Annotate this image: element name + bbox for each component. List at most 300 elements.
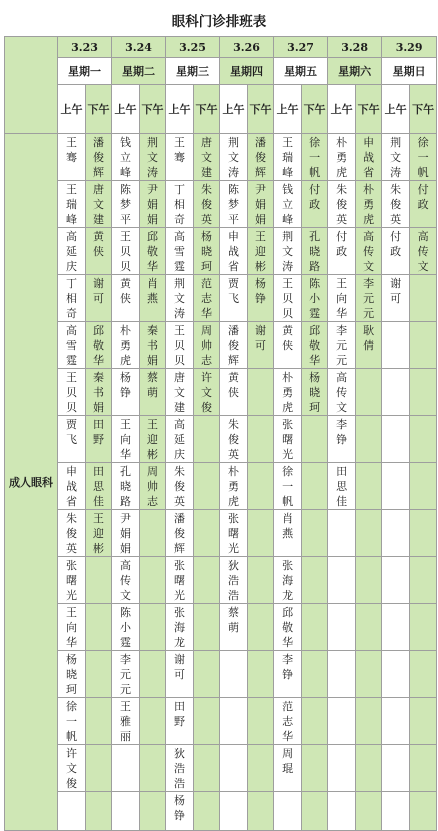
doctor-cell bbox=[86, 275, 112, 322]
doctor-cell bbox=[302, 557, 328, 604]
schedule-row bbox=[5, 651, 437, 698]
doctor-cell bbox=[112, 698, 140, 745]
doctor-cell bbox=[410, 181, 437, 228]
doctor-cell bbox=[248, 275, 274, 322]
doctor-name: 张海龙 bbox=[174, 606, 186, 649]
doctor-name: 王贝贝 bbox=[282, 277, 294, 320]
doctor-cell bbox=[194, 181, 220, 228]
doctor-name: 肖燕 bbox=[282, 512, 294, 540]
doctor-cell bbox=[166, 369, 194, 416]
doctor-cell bbox=[328, 510, 356, 557]
doctor-cell bbox=[112, 275, 140, 322]
doctor-name: 陈梦平 bbox=[228, 183, 240, 226]
doctor-cell bbox=[58, 463, 86, 510]
morning-header: 上午 bbox=[382, 85, 410, 134]
doctor-cell bbox=[112, 792, 140, 831]
doctor-name: 许文俊 bbox=[66, 747, 77, 790]
doctor-cell bbox=[302, 228, 328, 275]
doctor-cell bbox=[58, 369, 86, 416]
doctor-cell bbox=[112, 557, 140, 604]
afternoon-header: 下午 bbox=[194, 85, 220, 134]
doctor-cell bbox=[86, 745, 112, 792]
doctor-name: 潘俊辉 bbox=[93, 136, 104, 179]
schedule-title: 眼科门诊排班表 bbox=[171, 14, 267, 30]
doctor-name: 王骞 bbox=[174, 136, 186, 164]
doctor-name: 丁相奇 bbox=[174, 183, 186, 226]
doctor-cell bbox=[166, 228, 194, 275]
doctor-cell bbox=[410, 228, 437, 275]
doctor-cell bbox=[382, 228, 410, 275]
doctor-name: 贾飞 bbox=[228, 277, 240, 305]
doctor-cell bbox=[112, 416, 140, 463]
doctor-name: 高雪霆 bbox=[174, 230, 186, 273]
doctor-cell bbox=[166, 181, 194, 228]
doctor-name: 王迎彬 bbox=[93, 512, 104, 555]
doctor-cell bbox=[86, 416, 112, 463]
doctor-cell bbox=[112, 134, 140, 181]
doctor-name: 黄侠 bbox=[228, 371, 240, 399]
doctor-name: 张曙光 bbox=[66, 559, 77, 602]
doctor-cell bbox=[194, 228, 220, 275]
doctor-cell bbox=[410, 369, 437, 416]
doctor-name: 王骞 bbox=[66, 136, 77, 164]
doctor-name: 朱俊英 bbox=[390, 183, 402, 226]
doctor-cell bbox=[58, 557, 86, 604]
morning-header: 上午 bbox=[166, 85, 194, 134]
doctor-cell bbox=[302, 510, 328, 557]
doctor-name: 张曙光 bbox=[174, 559, 186, 602]
weekday-cell: 星期三 bbox=[166, 58, 220, 85]
doctor-cell bbox=[220, 228, 248, 275]
doctor-cell bbox=[58, 698, 86, 745]
doctor-name: 田野 bbox=[93, 418, 104, 446]
schedule-row bbox=[5, 275, 437, 322]
doctor-name: 荆文涛 bbox=[174, 277, 186, 320]
doctor-cell bbox=[410, 651, 437, 698]
doctor-cell bbox=[166, 604, 194, 651]
date-cell: 3.27 bbox=[274, 37, 328, 58]
doctor-cell bbox=[112, 181, 140, 228]
doctor-name: 徐一帆 bbox=[282, 465, 294, 508]
doctor-cell bbox=[382, 416, 410, 463]
afternoon-header: 下午 bbox=[86, 85, 112, 134]
doctor-name: 范志华 bbox=[282, 700, 294, 743]
doctor-name: 付政 bbox=[309, 183, 321, 211]
weekday-cell: 星期四 bbox=[220, 58, 274, 85]
doctor-cell bbox=[328, 698, 356, 745]
doctor-cell bbox=[356, 181, 382, 228]
doctor-cell bbox=[356, 463, 382, 510]
doctor-name: 申战省 bbox=[228, 230, 240, 273]
doctor-cell bbox=[328, 792, 356, 831]
doctor-cell bbox=[248, 369, 274, 416]
doctor-cell bbox=[356, 322, 382, 369]
half-day-row bbox=[5, 85, 437, 134]
doctor-cell bbox=[302, 698, 328, 745]
doctor-cell bbox=[302, 416, 328, 463]
morning-header: 上午 bbox=[328, 85, 356, 134]
doctor-name: 杨铮 bbox=[255, 277, 267, 305]
department-label: 成人眼科 bbox=[5, 134, 58, 831]
doctor-cell bbox=[356, 416, 382, 463]
doctor-cell bbox=[328, 651, 356, 698]
doctor-name: 邱敬华 bbox=[93, 324, 104, 367]
doctor-cell bbox=[328, 181, 356, 228]
doctor-cell bbox=[194, 369, 220, 416]
doctor-cell bbox=[248, 134, 274, 181]
doctor-cell bbox=[166, 510, 194, 557]
doctor-name: 黄侠 bbox=[93, 230, 104, 258]
schedule-row bbox=[5, 228, 437, 275]
doctor-cell bbox=[302, 322, 328, 369]
doctor-cell bbox=[220, 510, 248, 557]
doctor-cell bbox=[302, 792, 328, 831]
doctor-cell bbox=[302, 604, 328, 651]
doctor-cell bbox=[140, 792, 166, 831]
doctor-name: 张曙光 bbox=[282, 418, 294, 461]
doctor-cell bbox=[140, 416, 166, 463]
doctor-cell bbox=[140, 134, 166, 181]
doctor-name: 荆文涛 bbox=[282, 230, 294, 273]
doctor-name: 荆文涛 bbox=[390, 136, 402, 179]
doctor-name: 朴勇虎 bbox=[336, 136, 348, 179]
doctor-cell bbox=[328, 228, 356, 275]
doctor-cell bbox=[410, 134, 437, 181]
doctor-cell bbox=[274, 792, 302, 831]
doctor-cell bbox=[58, 792, 86, 831]
doctor-name: 申战省 bbox=[363, 136, 375, 179]
doctor-name: 王贝贝 bbox=[174, 324, 186, 367]
doctor-cell bbox=[58, 228, 86, 275]
doctor-name: 陈梦平 bbox=[120, 183, 132, 226]
doctor-name: 李元元 bbox=[363, 277, 375, 320]
doctor-name: 孔晓路 bbox=[309, 230, 321, 273]
doctor-cell bbox=[356, 698, 382, 745]
doctor-name: 高延庆 bbox=[174, 418, 186, 461]
doctor-cell bbox=[356, 792, 382, 831]
doctor-cell bbox=[166, 134, 194, 181]
doctor-name: 王瑞峰 bbox=[282, 136, 294, 179]
doctor-cell bbox=[302, 275, 328, 322]
doctor-cell bbox=[220, 651, 248, 698]
doctor-cell bbox=[140, 463, 166, 510]
doctor-name: 肖燕 bbox=[147, 277, 159, 305]
doctor-cell bbox=[220, 463, 248, 510]
doctor-cell bbox=[86, 510, 112, 557]
doctor-cell bbox=[112, 463, 140, 510]
doctor-cell bbox=[274, 510, 302, 557]
doctor-cell bbox=[166, 275, 194, 322]
doctor-name: 朱俊英 bbox=[174, 465, 186, 508]
doctor-cell bbox=[382, 463, 410, 510]
doctor-cell bbox=[274, 322, 302, 369]
doctor-cell bbox=[248, 698, 274, 745]
doctor-cell bbox=[140, 745, 166, 792]
doctor-cell bbox=[274, 181, 302, 228]
doctor-cell bbox=[86, 651, 112, 698]
date-row bbox=[5, 37, 437, 58]
doctor-cell bbox=[274, 604, 302, 651]
doctor-cell bbox=[410, 322, 437, 369]
doctor-cell bbox=[328, 557, 356, 604]
doctor-cell bbox=[166, 745, 194, 792]
doctor-cell bbox=[382, 792, 410, 831]
doctor-name: 徐一帆 bbox=[417, 136, 429, 179]
doctor-cell bbox=[140, 322, 166, 369]
doctor-cell bbox=[248, 604, 274, 651]
doctor-cell bbox=[410, 275, 437, 322]
doctor-cell bbox=[166, 416, 194, 463]
doctor-cell bbox=[302, 181, 328, 228]
doctor-cell bbox=[328, 745, 356, 792]
doctor-cell bbox=[166, 651, 194, 698]
doctor-name: 高传文 bbox=[417, 230, 429, 273]
doctor-cell bbox=[274, 698, 302, 745]
doctor-name: 王向华 bbox=[120, 418, 132, 461]
doctor-cell bbox=[140, 181, 166, 228]
doctor-name: 狄浩浩 bbox=[228, 559, 240, 602]
doctor-cell bbox=[248, 181, 274, 228]
doctor-cell bbox=[86, 134, 112, 181]
doctor-cell bbox=[302, 651, 328, 698]
doctor-cell bbox=[248, 228, 274, 275]
doctor-cell bbox=[86, 698, 112, 745]
doctor-cell bbox=[248, 322, 274, 369]
doctor-name: 秦书娟 bbox=[93, 371, 104, 414]
doctor-cell bbox=[86, 228, 112, 275]
doctor-cell bbox=[328, 369, 356, 416]
doctor-name: 陈小霆 bbox=[120, 606, 132, 649]
doctor-cell bbox=[382, 510, 410, 557]
morning-header: 上午 bbox=[112, 85, 140, 134]
afternoon-header: 下午 bbox=[410, 85, 437, 134]
weekday-cell: 星期日 bbox=[382, 58, 437, 85]
doctor-cell bbox=[382, 557, 410, 604]
doctor-name: 王迎彬 bbox=[255, 230, 267, 273]
doctor-cell bbox=[356, 651, 382, 698]
schedule-row bbox=[5, 369, 437, 416]
morning-header: 上午 bbox=[274, 85, 302, 134]
doctor-cell bbox=[274, 134, 302, 181]
doctor-cell bbox=[248, 510, 274, 557]
schedule-row bbox=[5, 322, 437, 369]
date-cell: 3.25 bbox=[166, 37, 220, 58]
date-cell: 3.23 bbox=[58, 37, 112, 58]
schedule-row bbox=[5, 134, 437, 181]
doctor-name: 徐一帆 bbox=[66, 700, 77, 743]
doctor-cell bbox=[58, 604, 86, 651]
doctor-cell bbox=[86, 181, 112, 228]
doctor-cell bbox=[382, 275, 410, 322]
doctor-name: 王雅丽 bbox=[120, 700, 132, 743]
doctor-cell bbox=[328, 463, 356, 510]
doctor-name: 谢可 bbox=[255, 324, 267, 352]
doctor-name: 高传文 bbox=[336, 371, 348, 414]
doctor-cell bbox=[194, 792, 220, 831]
doctor-cell bbox=[356, 745, 382, 792]
doctor-name: 王贝贝 bbox=[120, 230, 132, 273]
doctor-cell bbox=[274, 745, 302, 792]
doctor-name: 蔡萌 bbox=[147, 371, 159, 399]
afternoon-header: 下午 bbox=[356, 85, 382, 134]
morning-header: 上午 bbox=[220, 85, 248, 134]
weekday-cell: 星期六 bbox=[328, 58, 382, 85]
doctor-name: 高传文 bbox=[363, 230, 375, 273]
doctor-cell bbox=[328, 604, 356, 651]
doctor-cell bbox=[274, 557, 302, 604]
doctor-cell bbox=[302, 134, 328, 181]
doctor-name: 潘俊辉 bbox=[228, 324, 240, 367]
doctor-cell bbox=[248, 463, 274, 510]
doctor-cell bbox=[382, 604, 410, 651]
doctor-cell bbox=[166, 557, 194, 604]
doctor-cell bbox=[274, 463, 302, 510]
doctor-name: 蔡萌 bbox=[228, 606, 240, 634]
doctor-name: 陈小霆 bbox=[309, 277, 321, 320]
doctor-name: 周琨 bbox=[282, 747, 294, 775]
doctor-name: 谢可 bbox=[390, 277, 402, 305]
date-cell: 3.26 bbox=[220, 37, 274, 58]
doctor-cell bbox=[140, 228, 166, 275]
doctor-name: 唐文建 bbox=[201, 136, 213, 179]
doctor-cell bbox=[166, 463, 194, 510]
doctor-cell bbox=[382, 134, 410, 181]
doctor-cell bbox=[166, 322, 194, 369]
schedule-row bbox=[5, 698, 437, 745]
afternoon-header: 下午 bbox=[140, 85, 166, 134]
doctor-name: 朱俊英 bbox=[336, 183, 348, 226]
doctor-name: 田思佳 bbox=[336, 465, 348, 508]
doctor-cell bbox=[194, 745, 220, 792]
doctor-name: 申战省 bbox=[66, 465, 77, 508]
doctor-name: 唐文建 bbox=[174, 371, 186, 414]
doctor-cell bbox=[248, 792, 274, 831]
doctor-cell bbox=[194, 463, 220, 510]
doctor-name: 钱立峰 bbox=[120, 136, 132, 179]
doctor-cell bbox=[58, 134, 86, 181]
doctor-name: 田思佳 bbox=[93, 465, 104, 508]
doctor-cell bbox=[220, 557, 248, 604]
doctor-name: 朱俊英 bbox=[228, 418, 240, 461]
doctor-cell bbox=[58, 181, 86, 228]
doctor-cell bbox=[86, 369, 112, 416]
doctor-cell bbox=[274, 416, 302, 463]
doctor-cell bbox=[220, 745, 248, 792]
doctor-cell bbox=[140, 369, 166, 416]
doctor-name: 尹娟娟 bbox=[255, 183, 267, 226]
doctor-cell bbox=[194, 651, 220, 698]
schedule-row bbox=[5, 557, 437, 604]
schedule-row bbox=[5, 510, 437, 557]
doctor-name: 荆文涛 bbox=[147, 136, 159, 179]
doctor-cell bbox=[86, 604, 112, 651]
doctor-name: 张海龙 bbox=[282, 559, 294, 602]
weekday-cell: 星期二 bbox=[112, 58, 166, 85]
doctor-cell bbox=[220, 698, 248, 745]
doctor-name: 尹娟娟 bbox=[120, 512, 132, 555]
schedule-row bbox=[5, 792, 437, 831]
doctor-cell bbox=[140, 651, 166, 698]
doctor-name: 秦书娟 bbox=[147, 324, 159, 367]
doctor-cell bbox=[112, 510, 140, 557]
doctor-name: 朴勇虎 bbox=[282, 371, 294, 414]
doctor-cell bbox=[220, 369, 248, 416]
doctor-name: 付政 bbox=[336, 230, 348, 258]
schedule-row bbox=[5, 181, 437, 228]
doctor-cell bbox=[410, 745, 437, 792]
doctor-cell bbox=[410, 416, 437, 463]
doctor-name: 钱立峰 bbox=[282, 183, 294, 226]
weekday-row bbox=[5, 58, 437, 85]
doctor-name: 孔晓路 bbox=[120, 465, 132, 508]
doctor-cell bbox=[410, 792, 437, 831]
doctor-cell bbox=[58, 416, 86, 463]
doctor-name: 李元元 bbox=[336, 324, 348, 367]
doctor-name: 杨晓珂 bbox=[309, 371, 321, 414]
doctor-cell bbox=[410, 463, 437, 510]
doctor-cell bbox=[58, 745, 86, 792]
doctor-name: 尹娟娟 bbox=[147, 183, 159, 226]
doctor-name: 黄侠 bbox=[282, 324, 294, 352]
doctor-name: 潘俊辉 bbox=[255, 136, 267, 179]
doctor-name: 贾飞 bbox=[66, 418, 77, 446]
doctor-cell bbox=[356, 510, 382, 557]
doctor-cell bbox=[274, 651, 302, 698]
doctor-cell bbox=[194, 557, 220, 604]
doctor-name: 李铮 bbox=[282, 653, 294, 681]
doctor-name: 杨晓珂 bbox=[66, 653, 77, 696]
doctor-cell bbox=[274, 228, 302, 275]
doctor-cell bbox=[140, 604, 166, 651]
doctor-name: 邱敬华 bbox=[282, 606, 294, 649]
doctor-name: 范志华 bbox=[201, 277, 213, 320]
doctor-cell bbox=[382, 745, 410, 792]
schedule-row bbox=[5, 745, 437, 792]
doctor-cell bbox=[356, 369, 382, 416]
doctor-cell bbox=[86, 792, 112, 831]
doctor-cell bbox=[194, 604, 220, 651]
doctor-name: 王向华 bbox=[336, 277, 348, 320]
doctor-cell bbox=[328, 275, 356, 322]
doctor-name: 杨铮 bbox=[174, 794, 186, 822]
doctor-name: 丁相奇 bbox=[66, 277, 77, 320]
weekday-cell: 星期五 bbox=[274, 58, 328, 85]
doctor-cell bbox=[112, 745, 140, 792]
doctor-name: 徐一帆 bbox=[309, 136, 321, 179]
doctor-name: 谢可 bbox=[93, 277, 104, 305]
doctor-cell bbox=[220, 416, 248, 463]
date-cell: 3.24 bbox=[112, 37, 166, 58]
doctor-cell bbox=[410, 698, 437, 745]
doctor-cell bbox=[302, 745, 328, 792]
doctor-name: 耿倩 bbox=[363, 324, 375, 352]
doctor-cell bbox=[86, 322, 112, 369]
doctor-name: 谢可 bbox=[174, 653, 186, 681]
doctor-name: 王瑞峰 bbox=[66, 183, 77, 226]
doctor-cell bbox=[382, 322, 410, 369]
doctor-name: 朴勇虎 bbox=[120, 324, 132, 367]
doctor-name: 高传文 bbox=[120, 559, 132, 602]
doctor-name: 唐文建 bbox=[93, 183, 104, 226]
doctor-cell bbox=[274, 275, 302, 322]
doctor-name: 黄侠 bbox=[120, 277, 132, 305]
doctor-cell bbox=[166, 698, 194, 745]
doctor-name: 王迎彬 bbox=[147, 418, 159, 461]
doctor-name: 李元元 bbox=[120, 653, 132, 696]
doctor-cell bbox=[382, 181, 410, 228]
doctor-cell bbox=[248, 416, 274, 463]
date-cell: 3.28 bbox=[328, 37, 382, 58]
